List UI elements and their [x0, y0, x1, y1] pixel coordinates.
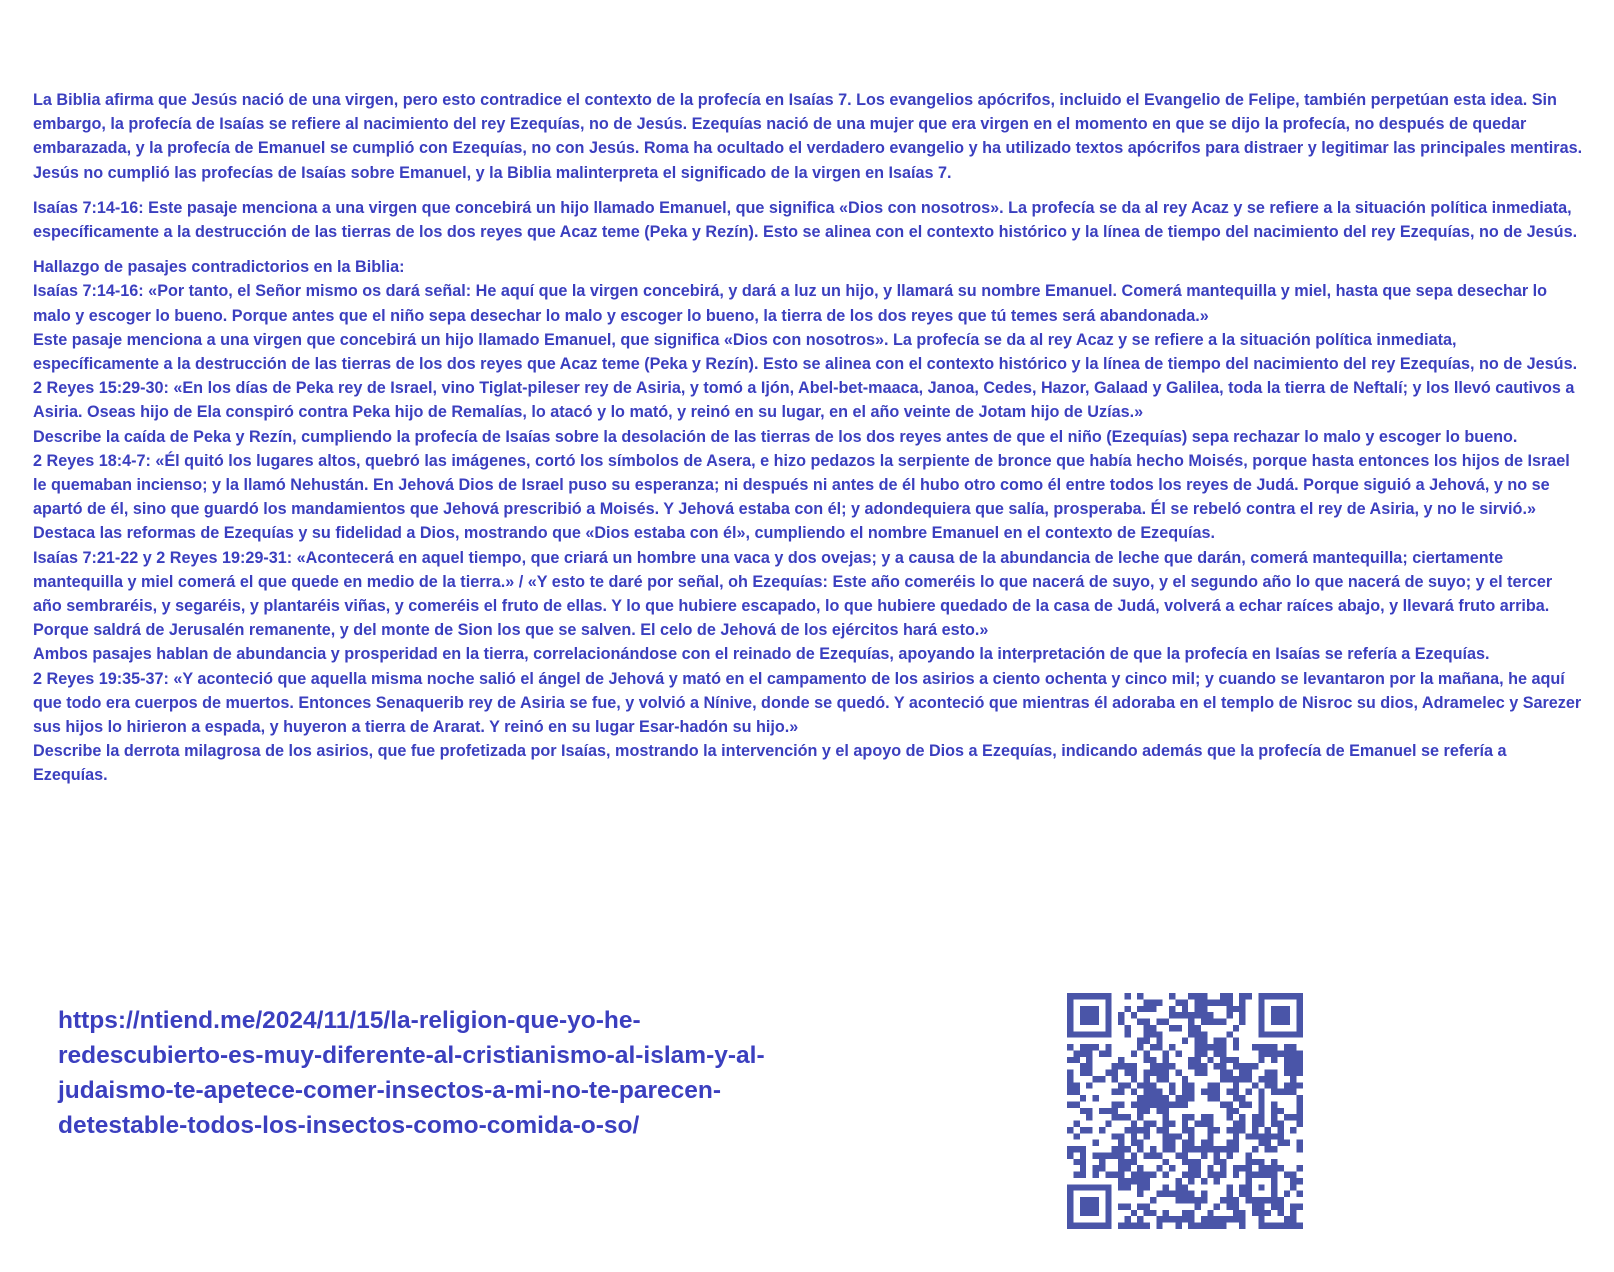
passage-commentary-2: Describe la caída de Peka y Rezín, cumpliendo la profecía de Isaías sobre la desolación de las tierras de los dos reyes antes de que el niño (Ezequías) sepa rechazar lo malo y escoger lo bueno.: [33, 427, 1518, 446]
link-line[interactable]: judaismo-te-apetece-comer-insectos-a-mi-no-te-parecen-: [58, 1077, 722, 1104]
article-link[interactable]: [58, 1003, 878, 1143]
passage-commentary-5: Describe la derrota milagrosa de los asirios, que fue profetizada por Isaías, mostrando la intervención y el apoyo de Dios a Ezequías, indicando además que la profecía de Emanuel se refería a Ezequías.: [33, 742, 1507, 785]
passage-commentary-3: Destaca las reformas de Ezequías y su fidelidad a Dios, mostrando que «Dios estaba con él», cumpliendo el nombre Emanuel en el contexto de Ezequías.: [33, 524, 1216, 543]
article-body: [33, 88, 1583, 788]
passage-isaiah-7-21: Isaías 7:21-22 y 2 Reyes 19:29-31: «Acontecerá en aquel tiempo, que criará un hombre una vaca y dos ovejas; y a causa de la abundancia de leche que darán, comerá mantequilla; ciertamente mantequilla y miel comerá el que quede en medio de la tierra.» / «Y esto te daré por señal, oh Ezequías: Este año comeréis lo que nacerá de suyo, y el segundo año lo que nacerá de suyo; y el tercer año sembraréis, y segaréis, y plantaréis viñas, y comeréis el fruto de ellas. Y lo que hubiere escapado, lo que hubiere quedado de la casa de Judá, volverá a echar raíces abajo, y llevará fruto arriba. Porque saldrá de Jerusalén remanente, y del monte de Sion los que se salven. El celo de Jehová de los ejércitos hará esto.»: [33, 548, 1553, 640]
qr-code-icon: [1067, 993, 1303, 1229]
link-line[interactable]: detestable-todos-los-insectos-como-comida-o-so/: [58, 1112, 640, 1139]
passage-2-kings-19: 2 Reyes 19:35-37: «Y aconteció que aquella misma noche salió el ángel de Jehová y mató en el campamento de los asirios a ciento ochenta y cinco mil; y cuando se levantaron por la mañana, he aquí que todo era cuerpos de muertos. Entonces Senaquerib rey de Asiria se fue, y volvió a Nínive, donde se quedó. Y aconteció que mientras él adoraba en el templo de Nisroc su dios, Adramelec y Sarezer sus hijos lo hirieron a espada, y huyeron a tierra de Ararat. Y reinó en su lugar Esar-hadón su hijo.»: [33, 669, 1582, 737]
link-line[interactable]: https://ntiend.me/2024/11/15/la-religion-que-yo-he-: [58, 1007, 641, 1034]
isaiah-summary-paragraph: Isaías 7:14-16: Este pasaje menciona a una virgen que concebirá un hijo llamado Emanuel, que significa «Dios con nosotros». La profecía se da al rey Acaz y se refiere a la situación política inmediata, específicamente a la destrucción de las tierras de los dos reyes que Acaz teme (Peka y Rezín). Esto se alinea con el contexto histórico y la línea de tiempo del nacimiento del rey Ezequías, no de Jesús.: [33, 198, 1578, 242]
passage-isaiah-7-14: Isaías 7:14-16: «Por tanto, el Señor mismo os dará señal: He aquí que la virgen concebirá, y dará a luz un hijo, y llamará su nombre Emanuel. Comerá mantequilla y miel, hasta que sepa desechar lo malo y escoger lo bueno. Porque antes que el niño sepa desechar lo malo y escoger lo bueno, la tierra de los dos reyes que tú temes será abandonada.»: [33, 282, 1548, 325]
link-line[interactable]: redescubierto-es-muy-diferente-al-cristianismo-al-islam-y-al-: [58, 1042, 765, 1069]
findings-heading: Hallazgo de pasajes contradictorios en la Biblia:: [33, 258, 405, 277]
passage-2-kings-15: 2 Reyes 15:29-30: «En los días de Peka rey de Israel, vino Tiglat-pileser rey de Asiria, y tomó a Ijón, Abel-bet-maaca, Janoa, Cedes, Hazor, Galaad y Galilea, toda la tierra de Neftalí; y los llevó cautivos a Asiria. Oseas hijo de Ela conspiró contra Peka hijo de Remalías, lo atacó y lo mató, y reinó en su lugar, en el año veinte de Jotam hijo de Uzías.»: [33, 379, 1575, 422]
passage-2-kings-18: 2 Reyes 18:4-7: «Él quitó los lugares altos, quebró las imágenes, cortó los símbolos de Asera, e hizo pedazos la serpiente de bronce que había hecho Moisés, porque hasta entonces los hijos de Israel le quemaban incienso; y la llamó Nehustán. En Jehová Dios de Israel puso su esperanza; ni después ni antes de él hubo otro como él entre todos los reyes de Judá. Porque siguió a Jehová, y no se apartó de él, sino que guardó los mandamientos que Jehová prescribió a Moisés. Y Jehová estaba con él; y adondequiera que salía, prosperaba. Él se rebeló contra el rey de Asiria, y no le sirvió.»: [33, 451, 1570, 519]
intro-paragraph: La Biblia afirma que Jesús nació de una virgen, pero esto contradice el contexto de la profecía en Isaías 7. Los evangelios apócrifos, incluido el Evangelio de Felipe, también perpetúan esta idea. Sin embargo, la profecía de Isaías se refiere al nacimiento del rey Ezequías, no de Jesús. Ezequías nació de una mujer que era virgen en el momento en que se dijo la profecía, no después de quedar embarazada, y la profecía de Emanuel se cumplió con Ezequías, no con Jesús. Roma ha ocultado el verdadero evangelio y ha utilizado textos apócrifos para distraer y legitimar las principales mentiras. Jesús no cumplió las profecías de Isaías sobre Emanuel, y la Biblia malinterpreta el significado de la virgen en Isaías 7.: [33, 91, 1583, 182]
passage-commentary-4: Ambos pasajes hablan de abundancia y prosperidad en la tierra, correlacionándose con el reinado de Ezequías, apoyando la interpretación de que la profecía en Isaías se refería a Ezequías.: [33, 645, 1490, 664]
passage-commentary-1: Este pasaje menciona a una virgen que concebirá un hijo llamado Emanuel, que significa «Dios con nosotros». La profecía se da al rey Acaz y se refiere a la situación política inmediata, específicamente a la destrucción de las tierras de los dos reyes que Acaz teme (Peka y Rezín). Esto se alinea con el contexto histórico y la línea de tiempo del nacimiento del rey Ezequías, no de Jesús.: [33, 330, 1578, 374]
